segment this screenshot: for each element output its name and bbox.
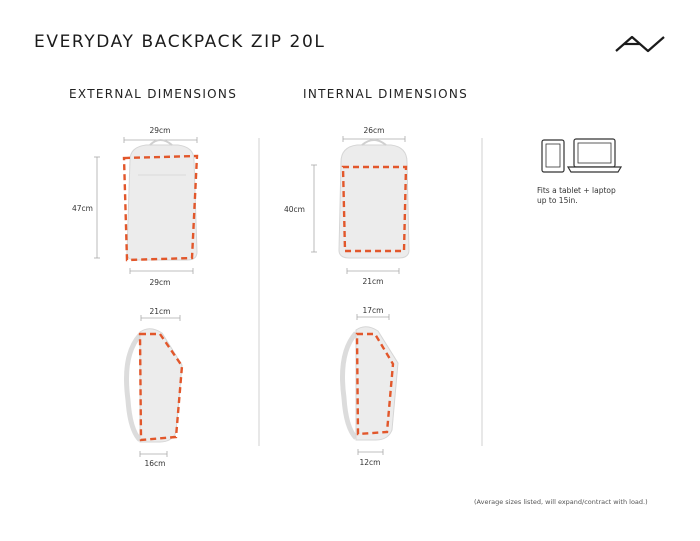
- external-front-width-bottom-label: 29cm: [149, 278, 171, 287]
- footnote: (Average sizes listed, will expand/contract with load.): [474, 498, 648, 506]
- external-front-backpack: [94, 137, 197, 274]
- external-side-backpack: [127, 315, 183, 457]
- page-title: EVERYDAY BACKPACK ZIP 20L: [34, 32, 326, 52]
- external-side-depth-bottom-label: 16cm: [144, 459, 166, 468]
- device-fit-note: [537, 186, 616, 206]
- external-front-height-label: 47cm: [72, 204, 93, 213]
- device-fit-line-1: Fits a tablet + laptop: [537, 186, 616, 195]
- external-dimensions-heading: EXTERNAL DIMENSIONS: [69, 87, 238, 101]
- tablet-icon: [542, 140, 564, 172]
- internal-side-depth-top-label: 17cm: [362, 306, 384, 315]
- external-front-width-top-label: 29cm: [149, 126, 171, 135]
- external-side-depth-top-label: 21cm: [149, 307, 171, 316]
- internal-front-backpack: [311, 136, 409, 274]
- internal-side-depth-bottom-label: 12cm: [359, 458, 381, 467]
- peak-design-logo-icon: [616, 37, 664, 51]
- internal-front-width-top-label: 26cm: [363, 126, 385, 135]
- internal-front-height-label: 40cm: [284, 205, 305, 214]
- internal-side-backpack: [343, 314, 399, 455]
- internal-front-width-bottom-label: 21cm: [362, 277, 384, 286]
- device-fit-line-2: up to 15in.: [537, 196, 578, 205]
- laptop-icon: [568, 139, 621, 172]
- internal-dimensions-heading: INTERNAL DIMENSIONS: [303, 87, 469, 101]
